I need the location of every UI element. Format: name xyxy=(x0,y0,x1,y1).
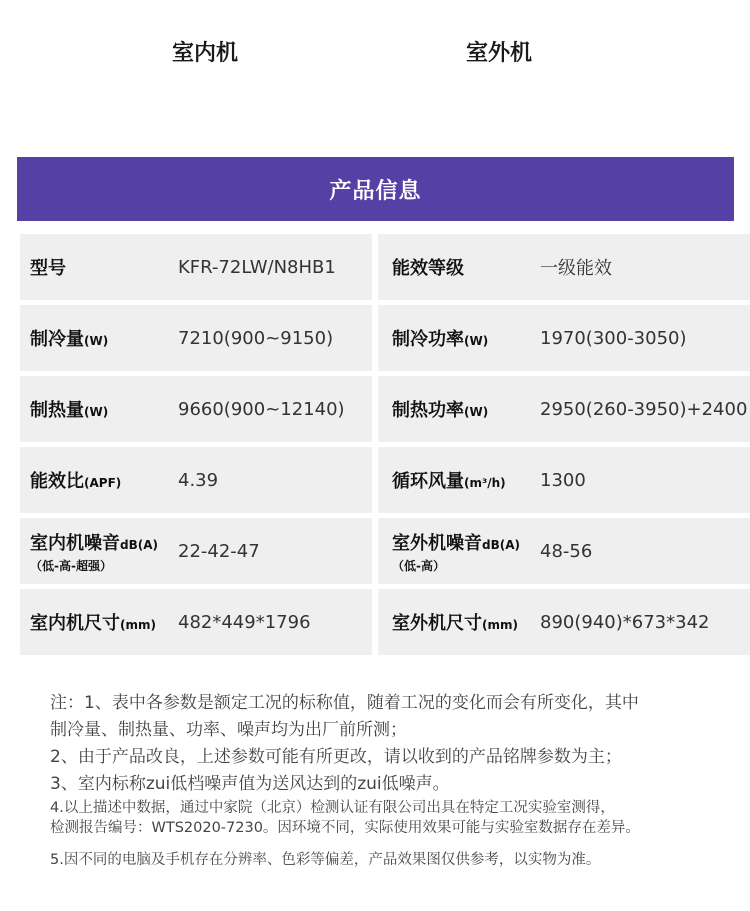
spec-value: 48-56 xyxy=(540,540,593,562)
indoor-unit-title: 室内机 xyxy=(172,41,239,66)
spec-cell-airflow xyxy=(378,447,750,513)
spec-label: 循环风量(m³/h) xyxy=(392,471,506,492)
note-2: 2、由于产品改良，上述参数可能有所更改，请以收到的产品铭牌参数为主； xyxy=(50,747,622,767)
spec-cell-indoor-noise xyxy=(20,518,372,584)
spec-value: 7210(900~9150) xyxy=(178,327,334,349)
spec-row xyxy=(20,447,750,513)
spec-unit: (W) xyxy=(84,405,109,419)
footnotes xyxy=(50,690,740,870)
spec-value: 1300 xyxy=(540,469,586,491)
spec-cell-cooling-capacity xyxy=(20,305,372,371)
note-1-line1: 注：1、表中各参数是额定工况的标称值，随着工况的变化而会有所变化，其中 xyxy=(50,693,639,713)
spec-label: 制热功率(W) xyxy=(392,400,489,421)
spec-row xyxy=(20,234,750,300)
spec-value: 9660(900~12140) xyxy=(178,398,345,420)
spec-row xyxy=(20,305,750,371)
spec-cell-outdoor-size xyxy=(378,589,750,655)
spec-label: 室外机噪音dB(A) （低-高） xyxy=(392,532,520,573)
spec-cell-cooling-power xyxy=(378,305,750,371)
spec-unit: (mm) xyxy=(120,618,156,632)
spec-value: 4.39 xyxy=(178,469,219,491)
spec-row xyxy=(20,589,750,655)
spec-unit: (W) xyxy=(84,334,109,348)
note-3: 3、室内标称zui低档噪声值为送风达到的zui低噪声。 xyxy=(50,774,450,794)
note-5: 5.因不同的电脑及手机存在分辨率、色彩等偏差，产品效果图仅供参考，以实物为准。 xyxy=(50,852,601,868)
spec-label: 能效等级 xyxy=(392,258,464,279)
spec-cell-heating-capacity xyxy=(20,376,372,442)
spec-label: 能效比(APF) xyxy=(30,471,122,492)
spec-label: 制冷功率(W) xyxy=(392,329,489,350)
spec-unit: (W) xyxy=(464,405,489,419)
banner-title: 产品信息 xyxy=(329,178,422,204)
spec-unit: dB(A) xyxy=(482,537,520,552)
spec-value: 890(940)*673*342 xyxy=(540,611,710,633)
spec-value: 1970(300-3050) xyxy=(540,327,687,349)
spec-value: KFR-72LW/N8HB1 xyxy=(178,256,336,278)
spec-unit: (mm) xyxy=(482,618,518,632)
spec-value: 22-42-47 xyxy=(178,540,260,562)
outdoor-unit-title: 室外机 xyxy=(466,41,533,66)
spec-table xyxy=(20,234,750,660)
spec-cell-apf xyxy=(20,447,372,513)
spec-unit: (m³/h) xyxy=(464,476,506,490)
note-4-line1: 4.以上描述中数据，通过中家院（北京）检测认证有限公司出具在特定工况实验室测得， xyxy=(50,800,615,816)
spec-label: 型号 xyxy=(30,258,66,279)
spec-sublabel: （低-高-超强） xyxy=(30,558,112,573)
note-1-line2: 制冷量、制热量、功率、噪声均为出厂前所测； xyxy=(50,720,407,740)
spec-cell-model xyxy=(20,234,372,300)
spec-row xyxy=(20,376,750,442)
spec-label: 制冷量(W) xyxy=(30,329,109,350)
spec-unit: (APF) xyxy=(84,476,122,490)
spec-cell-indoor-size xyxy=(20,589,372,655)
spec-cell-energy-grade xyxy=(378,234,750,300)
spec-unit: dB(A) xyxy=(120,537,158,552)
spec-label: 室外机尺寸(mm) xyxy=(392,613,518,634)
spec-value: 482*449*1796 xyxy=(178,611,311,633)
spec-cell-outdoor-noise xyxy=(378,518,750,584)
spec-value: 2950(260-3950)+2400 xyxy=(540,398,748,420)
spec-label: 室内机尺寸(mm) xyxy=(30,613,156,634)
spec-label: 制热量(W) xyxy=(30,400,109,421)
spec-sublabel: （低-高） xyxy=(392,558,445,573)
spec-value: 一级能效 xyxy=(540,258,612,279)
spec-cell-heating-power xyxy=(378,376,750,442)
spec-label: 室内机噪音dB(A) （低-高-超强） xyxy=(30,532,158,573)
product-info-banner xyxy=(17,157,734,221)
spec-unit: (W) xyxy=(464,334,489,348)
note-4-line2: 检测报告编号：WTS2020-7230。因环境不同，实际使用效果可能与实验室数据存在差异。 xyxy=(50,820,640,836)
spec-row xyxy=(20,518,750,584)
